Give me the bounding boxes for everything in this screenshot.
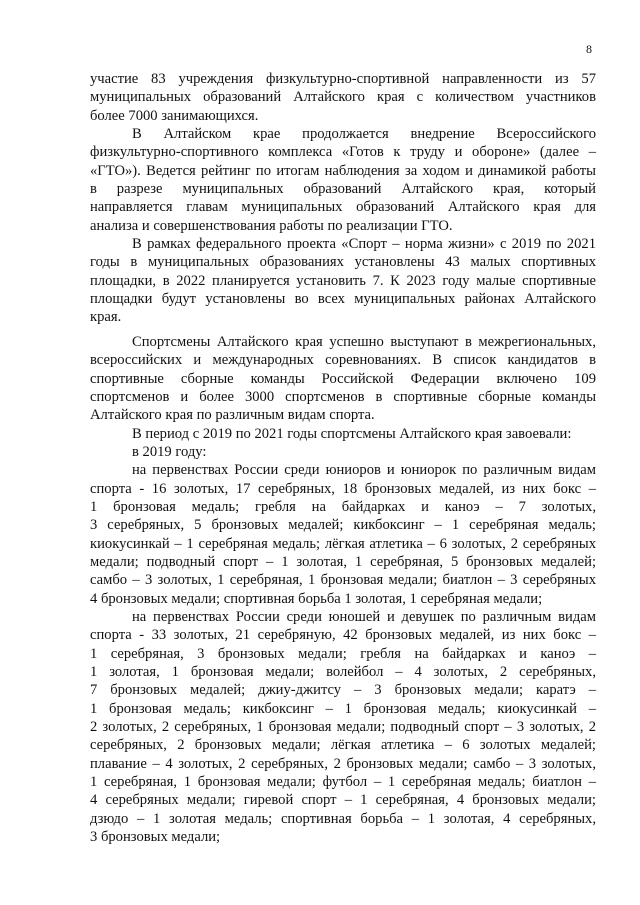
text-line: В период с 2019 по 2021 годы спортсмены Алтайского края завоевали:	[132, 425, 572, 442]
page-number: 8	[586, 42, 592, 56]
text-line: 4 серебряных медали; гиревой спорт – 1 серебряная, 4 бронзовых медали;	[90, 792, 596, 809]
text-line: спорта - 16 золотых, 17 серебряных, 18 бронзовых медалей, из них бокс –	[90, 480, 596, 497]
text-line: участие 83 учреждения физкультурно-спортивной направленности из 57	[90, 71, 596, 87]
text-line: края.	[90, 309, 122, 326]
paragraph	[90, 125, 596, 235]
text-line: анализа и совершенствования работы по реализации ГТО.	[90, 217, 453, 234]
text-line: спортсменов и более 3000 спортсменов в спортивные сборные команды	[90, 388, 596, 405]
text-line: на первенствах России среди юношей и девушек по различным видам	[132, 608, 596, 625]
text-line: плавание – 4 золотых, 2 серебряных, 2 бронзовых медали; самбо – 3 золотых,	[90, 755, 596, 772]
text-line: направляется главам муниципальных образований Алтайского края для	[90, 199, 596, 216]
text-line: Спортсмены Алтайского края успешно выступают в межрегиональных,	[132, 333, 596, 350]
text-line: спорта - 33 золотых, 21 серебряную, 42 бронзовых медалей, из них бокс –	[90, 627, 596, 644]
text-line: площадки, в 2022 планируется установить 7. К 2023 году малые спортивные	[90, 272, 596, 289]
text-line: В Алтайском крае продолжается внедрение Всероссийского	[132, 126, 596, 143]
text-line: муниципальных образований Алтайского края с количеством участников	[90, 89, 596, 106]
paragraph	[90, 333, 596, 425]
text-line: 1 золотая, 1 бронзовая медали; волейбол – 4 золотых, 2 серебряных,	[90, 664, 596, 680]
text-line: в 2019 году:	[132, 443, 207, 460]
text-line: в разрезе муниципальных образований Алтайского края, который	[90, 181, 596, 198]
text-line: 1 бронзовая медаль; кикбоксинг – 1 бронзовая медаль; киокусинкай –	[90, 700, 596, 717]
paragraph	[90, 235, 596, 327]
text-line: на первенствах России среди юниоров и юниорок по различным видам	[132, 462, 596, 479]
text-line: 1 серебряная, 1 бронзовая медали; футбол – 1 серебряная медаль; биатлон –	[90, 774, 596, 791]
paragraph	[90, 608, 596, 846]
text-line: годы в муниципальных образованиях установлены 43 малых спортивных	[90, 254, 596, 271]
text-line: 2 золотых, 2 серебряных, 1 бронзовая медали; подводный спорт – 3 золотых, 2	[90, 719, 596, 736]
text-line: серебряных, 2 бронзовых медали; лёгкая атлетика – 6 золотых медалей;	[90, 737, 596, 754]
text-line: 4 бронзовых медали; спортивная борьба 1 золотая, 1 серебряная медали;	[90, 590, 543, 607]
text-line: самбо – 3 золотых, 1 серебряная, 1 бронзовая медали; биатлон – 3 серебряных	[90, 572, 596, 589]
text-line: 3 серебряных, 5 бронзовых медалей; кикбоксинг – 1 серебряная медаль;	[90, 517, 596, 534]
document-body	[90, 70, 596, 846]
paragraph	[90, 425, 596, 443]
paragraph	[90, 70, 596, 125]
text-line: 1 серебряная, 3 бронзовых медали; гребля на байдарках и каноэ –	[90, 645, 596, 662]
text-line: медали; подводный спорт – 1 золотая, 1 серебряная, 5 бронзовых медалей;	[90, 553, 596, 570]
text-line: 1 бронзовая медаль; гребля на байдарках и каноэ – 7 золотых,	[90, 498, 596, 515]
text-line: В рамках федерального проекта «Спорт – норма жизни» с 2019 по 2021	[132, 236, 596, 253]
paragraph	[90, 443, 596, 461]
text-line: «ГТО»). Ведется рейтинг по итогам наблюдения за ходом и динамикой работы	[90, 162, 596, 179]
text-line: всероссийских и международных соревнованиях. В список кандидатов в	[90, 352, 596, 369]
text-line: 3 бронзовых медали;	[90, 829, 221, 846]
text-line: Алтайского края по различным видам спорта.	[90, 407, 375, 424]
text-line: киокусинкай – 1 серебряная медаль; лёгкая атлетика – 6 золотых, 2 серебряных	[90, 535, 596, 552]
text-line: дзюдо – 1 золотая медаль; спортивная борьба – 1 золотая, 4 серебряных,	[90, 810, 596, 827]
text-line: 7 бронзовых медалей; джиу-джитсу – 3 бронзовых медали; каратэ –	[90, 682, 596, 699]
text-line: площадки будут установлены во всех муниципальных районах Алтайского	[90, 291, 596, 308]
text-line: более 7000 занимающихся.	[90, 107, 259, 124]
text-line: физкультурно-спортивного комплекса «Готов к труду и обороне» (далее –	[90, 144, 596, 161]
paragraph	[90, 461, 596, 608]
text-line: спортивные сборные команды Российской Федерации включено 109	[90, 370, 596, 387]
